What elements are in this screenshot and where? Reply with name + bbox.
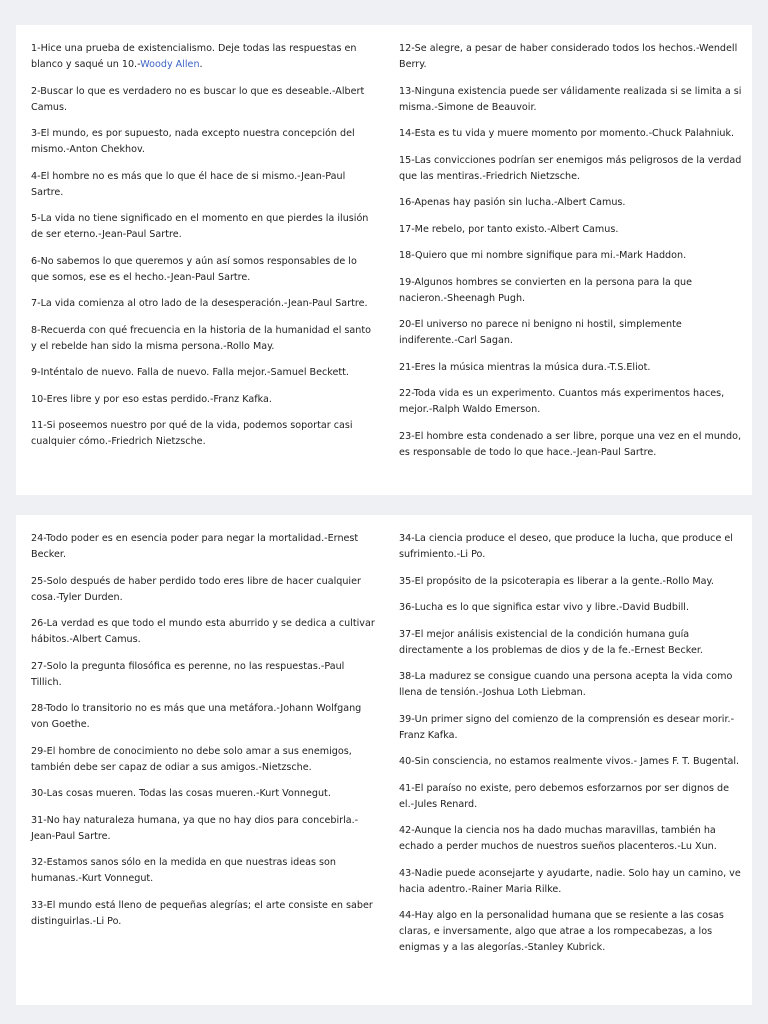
- document-page-2: [16, 515, 752, 1005]
- quote-item: 14-Esta es tu vida y muere momento por momento.-Chuck Palahniuk.: [399, 128, 735, 139]
- quote-item: 21-Eres la música mientras la música dura.-T.S.Eliot.: [399, 361, 651, 373]
- quote-item: 25-Solo después de haber perdido todo eres libre de hacer cualquier cosa.-Tyler Durden.: [31, 575, 361, 603]
- quote-item: 36-Lucha es lo que significa estar vivo y libre.-David Budbill.: [399, 602, 690, 613]
- quote-item: 38-La madurez se consigue cuando una persona acepta la vida como llena de tensión.-Joshua Loth Liebman.: [399, 671, 733, 698]
- quote-item: 44-Hay algo en la personalidad humana que se resiente a las cosas claras, e inversamente, algo que atrae a los rompecabezas, a los enigmas y a las alegorías.-Stanley Kubrick.: [399, 910, 724, 953]
- quote-item: 18-Quiero que mi nombre signifique para mi.-Mark Haddon.: [399, 250, 687, 261]
- quote-item: 42-Aunque la ciencia nos ha dado muchas maravillas, también ha echado a perder muchos de nuestros sueños placenteros.-Lu Xun.: [399, 825, 717, 852]
- quote-item: 31-No hay naturaleza humana, ya que no hay dios para concebirla.-Jean-Paul Sartre.: [31, 814, 359, 842]
- quote-item: 37-El mejor análisis existencial de la condición humana guía directamente a los problemas de dios y de la fe.-Ernest Becker.: [399, 628, 703, 656]
- quote-item: 32-Estamos sanos sólo en la medida en que nuestras ideas son humanas.-Kurt Vonnegut.: [31, 857, 336, 884]
- quote-item: 5-La vida no tiene significado en el momento en que pierdes la ilusión de ser eterno.-Jean-Paul Sartre.: [31, 213, 369, 240]
- quote-item: 10-Eres libre y por eso estas perdido.-Franz Kafka.: [31, 393, 272, 405]
- quote-item: 33-El mundo está lleno de pequeñas alegrías; el arte consiste en saber distinguirlas.-Li Po.: [31, 899, 373, 927]
- quote-item: 4-El hombre no es más que lo que él hace de si mismo.-Jean-Paul Sartre.: [31, 170, 346, 198]
- quote-item: 23-El hombre esta condenado a ser libre, porque una vez en el mundo, es responsable de todo lo que hace.-Jean-Paul Sartre.: [399, 430, 742, 458]
- quote-item: 30-Las cosas mueren. Todas las cosas mueren.-Kurt Vonnegut.: [31, 788, 331, 799]
- quote-item: 15-Las convicciones podrían ser enemigos más peligrosos de la verdad que las mentiras.-Friedrich Nietzsche.: [399, 154, 742, 182]
- quote-item: 8-Recuerda con qué frecuencia en la historia de la humanidad el santo y el rebelde han sido la misma persona.-Rollo May.: [31, 324, 371, 352]
- quote-item: 3-El mundo, es por supuesto, nada excepto nuestra concepción del mismo.-Anton Chekhov.: [31, 128, 355, 155]
- quote-column-left: [31, 41, 375, 461]
- quote-item: 41-El paraíso no existe, pero debemos esforzarnos por ser dignos de el.-Jules Renard.: [399, 782, 730, 810]
- quote-item: 35-El propósito de la psicoterapia es liberar a la gente.-Rollo May.: [399, 575, 714, 587]
- quote-item: 7-La vida comienza al otro lado de la desesperación.-Jean-Paul Sartre.: [31, 298, 368, 309]
- quote-item: 24-Todo poder es en esencia poder para negar la mortalidad.-Ernest Becker.: [31, 533, 359, 560]
- quote-item: 28-Todo lo transitorio no es más que una metáfora.-Johann Wolfgang von Goethe.: [31, 703, 362, 730]
- quote-item: 40-Sin consciencia, no estamos realmente vivos.- James F. T. Bugental.: [399, 756, 740, 767]
- quote-item: 39-Un primer signo del comienzo de la comprensión es desear morir.-Franz Kafka.: [399, 713, 735, 741]
- document-page-1: [16, 25, 752, 495]
- author-link[interactable]: Woody Allen: [140, 59, 200, 70]
- quote-item: 13-Ninguna existencia puede ser válidamente realizada si se limita a si misma.-Simone de Beauvoir.: [399, 85, 742, 113]
- quote-item: 11-Si poseemos nuestro por qué de la vida, podemos soportar casi cualquier cómo.-Friedrich Nietzsche.: [31, 420, 353, 447]
- quote-column-right: [399, 531, 743, 967]
- quote-item: 34-La ciencia produce el deseo, que produce la lucha, que produce el sufrimiento.-Li Po.: [399, 533, 733, 560]
- quote-item: 19-Algunos hombres se convierten en la persona para la que nacieron.-Sheenagh Pugh.: [399, 276, 693, 304]
- quote-item: 2-Buscar lo que es verdadero no es buscar lo que es deseable.-Albert Camus.: [31, 85, 365, 113]
- quote-item: 9-Inténtalo de nuevo. Falla de nuevo. Falla mejor.-Samuel Beckett.: [31, 367, 349, 378]
- quote-column-left: [31, 531, 375, 940]
- quote-item: 6-No sabemos lo que queremos y aún así somos responsables de lo que somos, ese es el hecho.-Jean-Paul Sartre.: [31, 255, 357, 283]
- quote-item: 1-Hice una prueba de existencialismo. Deje todas las respuestas en blanco y saqué un 10.-Woody Allen.: [31, 43, 357, 70]
- quote-item: 22-Toda vida es un experimento. Cuantos más experimentos haces, mejor.-Ralph Waldo Emerson.: [399, 388, 725, 415]
- quote-item: 16-Apenas hay pasión sin lucha.-Albert Camus.: [399, 197, 626, 208]
- quote-item: 43-Nadie puede aconsejarte y ayudarte, nadie. Solo hay un camino, ve hacia adentro.-Rainer Maria Rilke.: [399, 867, 741, 895]
- quote-item: 17-Me rebelo, por tanto existo.-Albert Camus.: [399, 223, 619, 235]
- quote-item: 20-El universo no parece ni benigno ni hostil, simplemente indiferente.-Carl Sagan.: [399, 319, 682, 346]
- quote-item: 27-Solo la pregunta filosófica es perenne, no las respuestas.-Paul Tillich.: [31, 660, 345, 688]
- quote-item: 26-La verdad es que todo el mundo esta aburrido y se dedica a cultivar hábitos.-Albert Camus.: [31, 618, 375, 645]
- quote-item: 29-El hombre de conocimiento no debe solo amar a sus enemigos, también debe ser capaz de odiar a sus amigos.-Nietzsche.: [31, 745, 352, 773]
- quote-column-right: [399, 41, 743, 471]
- quote-item: 12-Se alegre, a pesar de haber considerado todos los hechos.-Wendell Berry.: [399, 43, 738, 70]
